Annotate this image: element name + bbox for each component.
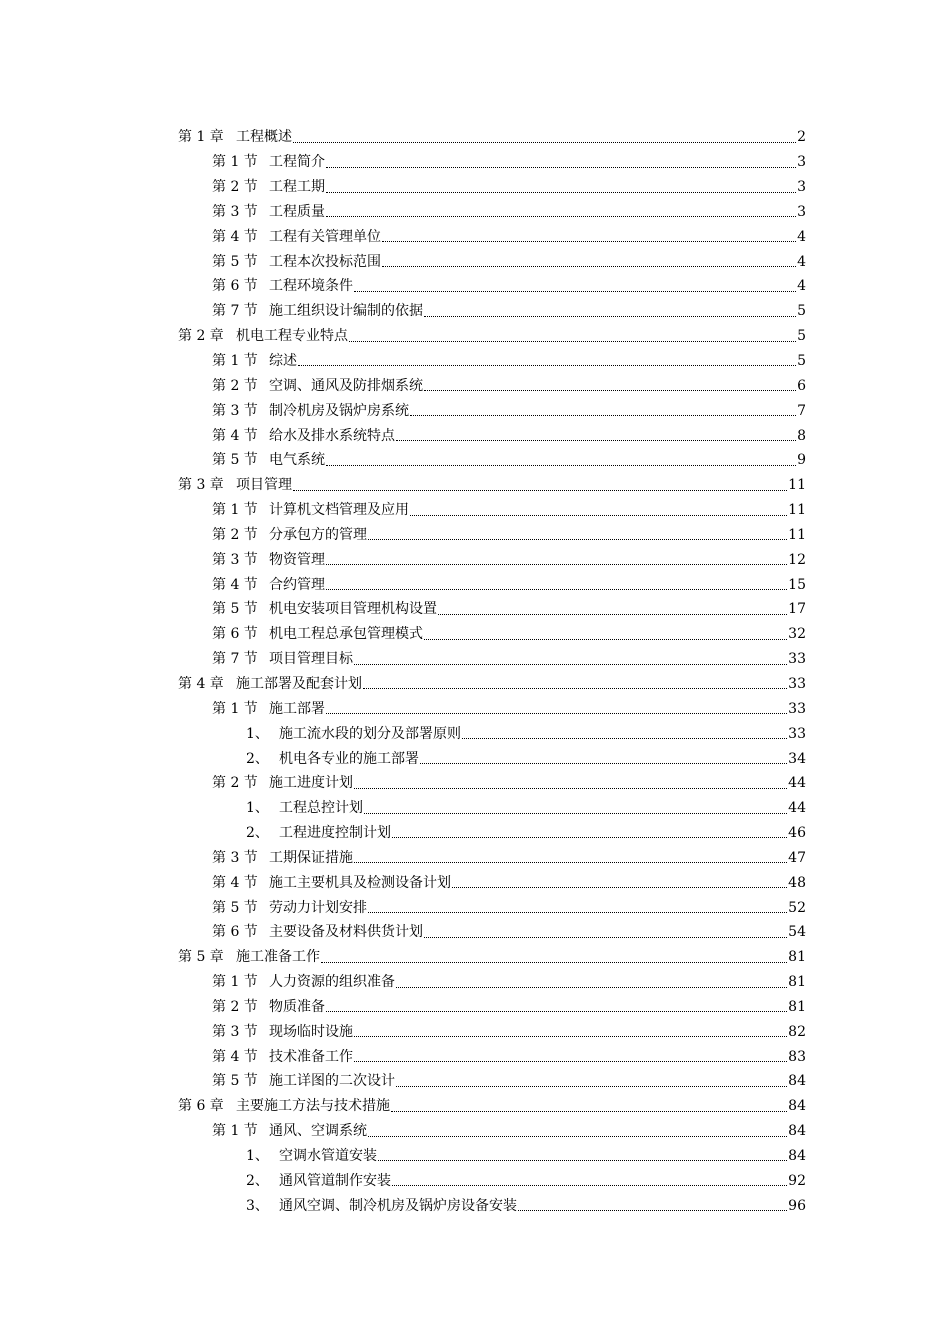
toc-page-number: 34 (788, 750, 806, 767)
toc-entry-number: 第 4 节 (212, 228, 258, 245)
dot-leader (438, 614, 787, 615)
dot-leader (424, 316, 796, 317)
toc-entry-title: 劳动力计划安排 (269, 899, 367, 916)
dot-leader (368, 912, 787, 913)
toc-entry-label (246, 1146, 377, 1166)
toc-entry-number: 第 1 节 (212, 974, 258, 991)
toc-entry-title: 施工部署及配套计划 (236, 675, 362, 692)
toc-entry-title: 机电各专业的施工部署 (279, 750, 419, 767)
toc-section-entry[interactable] (0, 448, 950, 473)
toc-page-number: 5 (797, 353, 806, 370)
toc-entry-number: 第 2 章 (178, 328, 224, 345)
toc-entry-number: 第 1 章 (178, 129, 224, 146)
toc-entry-number: 第 6 节 (212, 626, 258, 643)
toc-entry-number: 第 4 节 (212, 1048, 258, 1065)
toc-entry-number: 第 2 节 (212, 775, 258, 792)
toc-section-entry[interactable] (0, 498, 950, 523)
dot-leader (378, 1160, 787, 1161)
toc-entry-number: 第 4 章 (178, 675, 224, 692)
toc-entry-label (212, 1071, 395, 1091)
toc-entry-label (212, 276, 353, 296)
toc-section-entry[interactable] (0, 175, 950, 200)
toc-section-entry[interactable] (0, 771, 950, 796)
toc-entry-number: 第 4 节 (212, 874, 258, 891)
toc-entry-number: 1、 (246, 1148, 269, 1165)
toc-subsection-entry[interactable] (0, 796, 950, 821)
toc-page-number: 92 (788, 1172, 806, 1189)
dot-leader (420, 763, 787, 764)
toc-section-entry[interactable] (0, 895, 950, 920)
dot-leader (326, 589, 787, 590)
dot-leader (424, 937, 787, 938)
toc-page-number: 17 (788, 601, 806, 618)
toc-entry-title: 现场临时设施 (269, 1023, 353, 1040)
toc-entry-number: 第 1 节 (212, 154, 258, 171)
dot-leader (382, 241, 796, 242)
toc-section-entry[interactable] (0, 249, 950, 274)
toc-entry-label (246, 1196, 517, 1216)
toc-entry-label (212, 177, 325, 197)
toc-subsection-entry[interactable] (0, 746, 950, 771)
toc-entry-number: 第 6 节 (212, 278, 258, 295)
dot-leader (321, 962, 787, 963)
toc-entry-label (212, 450, 325, 470)
toc-entry-label (212, 624, 423, 644)
toc-entry-number: 第 3 节 (212, 402, 258, 419)
toc-section-entry[interactable] (0, 1019, 950, 1044)
toc-entry-label (212, 873, 451, 893)
toc-entry-label (212, 252, 381, 272)
toc-entry-label (246, 823, 391, 843)
toc-entry-title: 工程简介 (269, 154, 325, 171)
toc-entry-label (212, 202, 325, 222)
toc-entry-title: 计算机文档管理及应用 (269, 502, 409, 519)
toc-page-number: 46 (788, 825, 806, 842)
toc-entry-title: 物质准备 (269, 998, 325, 1015)
toc-page-number: 81 (788, 998, 806, 1015)
toc-entry-title: 主要施工方法与技术措施 (236, 1098, 390, 1115)
toc-entry-title: 施工准备工作 (236, 949, 320, 966)
dot-leader (293, 142, 796, 143)
toc-section-entry[interactable] (0, 274, 950, 299)
toc-page-number: 5 (797, 303, 806, 320)
toc-entry-number: 第 3 节 (212, 1023, 258, 1040)
toc-page-number: 11 (788, 526, 806, 543)
toc-page-number: 33 (788, 725, 806, 742)
toc-entry-label (212, 1022, 353, 1042)
toc-entry-number: 第 5 节 (212, 601, 258, 618)
toc-entry-number: 第 5 章 (178, 949, 224, 966)
toc-entry-number: 第 3 章 (178, 477, 224, 494)
toc-entry-number: 第 4 节 (212, 576, 258, 593)
toc-entry-label (178, 674, 362, 694)
toc-section-entry[interactable] (0, 920, 950, 945)
toc-entry-title: 施工部署 (269, 700, 325, 717)
toc-entry-title: 给水及排水系统特点 (269, 427, 395, 444)
toc-entry-title: 机电安装项目管理机构设置 (269, 601, 437, 618)
toc-entry-number: 第 4 节 (212, 427, 258, 444)
dot-leader (396, 987, 787, 988)
toc-entry-label (212, 773, 353, 793)
toc-section-entry[interactable] (0, 373, 950, 398)
toc-entry-number: 2、 (246, 1172, 269, 1189)
toc-section-entry[interactable] (0, 224, 950, 249)
dot-leader (354, 291, 796, 292)
dot-leader (326, 1011, 787, 1012)
toc-section-entry[interactable] (0, 870, 950, 895)
toc-entry-title: 技术准备工作 (269, 1048, 353, 1065)
toc-subsection-entry[interactable] (0, 1193, 950, 1218)
toc-entry-label (212, 898, 367, 918)
toc-section-entry[interactable] (0, 1119, 950, 1144)
toc-entry-label (178, 326, 348, 346)
toc-page-number: 52 (788, 899, 806, 916)
toc-page-number: 81 (788, 974, 806, 991)
toc-entry-number: 第 3 节 (212, 849, 258, 866)
toc-entry-number: 第 2 节 (212, 526, 258, 543)
toc-page-number: 4 (797, 278, 806, 295)
toc-entry-label (212, 227, 381, 247)
dot-leader (293, 490, 787, 491)
toc-entry-number: 第 2 节 (212, 998, 258, 1015)
toc-section-entry[interactable] (0, 1044, 950, 1069)
toc-entry-number: 第 6 节 (212, 924, 258, 941)
toc-entry-label (212, 575, 325, 595)
toc-entry-title: 工程概述 (236, 129, 292, 146)
toc-entry-title: 施工组织设计编制的依据 (269, 303, 423, 320)
dot-leader (396, 440, 796, 441)
toc-entry-number: 第 5 节 (212, 253, 258, 270)
toc-entry-number: 第 7 节 (212, 651, 258, 668)
dot-leader (410, 415, 796, 416)
toc-section-entry[interactable] (0, 845, 950, 870)
toc-entry-number: 1、 (246, 725, 269, 742)
toc-entry-title: 物资管理 (269, 551, 325, 568)
toc-section-entry[interactable] (0, 995, 950, 1020)
toc-page-number: 11 (788, 502, 806, 519)
toc-section-entry[interactable] (0, 597, 950, 622)
dot-leader (368, 1136, 787, 1137)
toc-entry-label (212, 1121, 367, 1141)
toc-section-entry[interactable] (0, 696, 950, 721)
toc-entry-number: 第 2 节 (212, 179, 258, 196)
toc-page-number: 48 (788, 874, 806, 891)
dot-leader (424, 390, 796, 391)
toc-entry-number: 2、 (246, 750, 269, 767)
toc-section-entry[interactable] (0, 622, 950, 647)
toc-page-number: 33 (788, 675, 806, 692)
toc-entry-label (212, 376, 423, 396)
toc-section-entry[interactable] (0, 150, 950, 175)
toc-section-entry[interactable] (0, 349, 950, 374)
dot-leader (391, 1111, 787, 1112)
toc-page-number: 11 (788, 477, 806, 494)
toc-entry-label (212, 848, 353, 868)
toc-entry-number: 2、 (246, 825, 269, 842)
dot-leader (354, 862, 787, 863)
toc-entry-label (212, 550, 325, 570)
toc-entry-number: 第 1 节 (212, 700, 258, 717)
toc-entry-title: 电气系统 (269, 452, 325, 469)
toc-page-number: 12 (788, 551, 806, 568)
toc-section-entry[interactable] (0, 547, 950, 572)
toc-entry-label (178, 127, 292, 147)
toc-chapter-entry[interactable] (0, 324, 950, 349)
toc-entry-title: 项目管理 (236, 477, 292, 494)
dot-leader (382, 266, 796, 267)
toc-entry-number: 第 7 节 (212, 303, 258, 320)
toc-page-number: 3 (797, 154, 806, 171)
dot-leader (424, 639, 787, 640)
toc-entry-label (212, 972, 395, 992)
toc-entry-label (212, 922, 423, 942)
toc-entry-label (246, 724, 461, 744)
dot-leader (396, 1086, 787, 1087)
dot-leader (452, 887, 787, 888)
toc-entry-label (178, 475, 292, 495)
toc-entry-number: 第 1 节 (212, 1123, 258, 1140)
toc-entry-title: 工程有关管理单位 (269, 228, 381, 245)
toc-entry-number: 第 6 章 (178, 1098, 224, 1115)
toc-entry-title: 综述 (269, 353, 297, 370)
toc-entry-number: 1、 (246, 800, 269, 817)
toc-entry-label (212, 500, 409, 520)
toc-entry-label (212, 426, 395, 446)
toc-entry-title: 制冷机房及锅炉房系统 (269, 402, 409, 419)
toc-entry-title: 工程进度控制计划 (279, 825, 391, 842)
toc-entry-label (212, 401, 409, 421)
dot-leader (462, 738, 787, 739)
toc-page-number: 83 (788, 1048, 806, 1065)
toc-page-number: 3 (797, 179, 806, 196)
dot-leader (326, 564, 787, 565)
toc-entry-number: 第 3 节 (212, 551, 258, 568)
toc-entry-title: 施工主要机具及检测设备计划 (269, 874, 451, 891)
toc-entry-title: 施工进度计划 (269, 775, 353, 792)
toc-entry-label (212, 1047, 353, 1067)
toc-chapter-entry[interactable] (0, 1094, 950, 1119)
toc-entry-title: 通风管道制作安装 (279, 1172, 391, 1189)
dot-leader (354, 788, 787, 789)
toc-page-number: 84 (788, 1123, 806, 1140)
toc-entry-label (246, 798, 363, 818)
toc-entry-label (212, 351, 297, 371)
dot-leader (326, 192, 796, 193)
toc-entry-number: 第 5 节 (212, 899, 258, 916)
dot-leader (349, 341, 796, 342)
toc-page-number: 7 (797, 402, 806, 419)
toc-page-number: 6 (797, 377, 806, 394)
toc-section-entry[interactable] (0, 299, 950, 324)
table-of-contents (0, 125, 950, 1218)
toc-entry-title: 分承包方的管理 (269, 526, 367, 543)
toc-page-number: 32 (788, 626, 806, 643)
toc-entry-number: 第 5 节 (212, 1073, 258, 1090)
toc-entry-number: 第 5 节 (212, 452, 258, 469)
dot-leader (354, 664, 787, 665)
toc-entry-title: 工程总控计划 (279, 800, 363, 817)
toc-entry-number: 第 3 节 (212, 203, 258, 220)
toc-entry-number: 第 2 节 (212, 377, 258, 394)
dot-leader (354, 1061, 787, 1062)
toc-entry-title: 工期保证措施 (269, 849, 353, 866)
toc-entry-title: 空调水管道安装 (279, 1148, 377, 1165)
toc-entry-number: 3、 (246, 1197, 269, 1214)
toc-page-number: 84 (788, 1073, 806, 1090)
toc-page-number: 47 (788, 849, 806, 866)
toc-page-number: 15 (788, 576, 806, 593)
toc-entry-title: 工程本次投标范围 (269, 253, 381, 270)
toc-section-entry[interactable] (0, 523, 950, 548)
dot-leader (363, 688, 787, 689)
toc-entry-label (212, 152, 325, 172)
toc-section-entry[interactable] (0, 647, 950, 672)
toc-page-number: 44 (788, 775, 806, 792)
toc-page-number: 84 (788, 1098, 806, 1115)
toc-page-number: 44 (788, 800, 806, 817)
toc-entry-label (212, 599, 437, 619)
toc-page-number: 9 (797, 452, 806, 469)
toc-page-number: 33 (788, 700, 806, 717)
dot-leader (326, 465, 796, 466)
toc-entry-title: 空调、通风及防排烟系统 (269, 377, 423, 394)
toc-section-entry[interactable] (0, 970, 950, 995)
toc-entry-title: 工程工期 (269, 179, 325, 196)
toc-entry-title: 通风空调、制冷机房及锅炉房设备安装 (279, 1197, 517, 1214)
toc-entry-label (246, 1171, 391, 1191)
toc-section-entry[interactable] (0, 1069, 950, 1094)
toc-page-number: 4 (797, 228, 806, 245)
dot-leader (410, 515, 787, 516)
toc-page-number: 3 (797, 203, 806, 220)
toc-page-number: 54 (788, 924, 806, 941)
toc-entry-number: 第 1 节 (212, 502, 258, 519)
toc-subsection-entry[interactable] (0, 1144, 950, 1169)
dot-leader (364, 813, 787, 814)
toc-entry-title: 施工详图的二次设计 (269, 1073, 395, 1090)
toc-page-number: 96 (788, 1197, 806, 1214)
toc-entry-label (178, 947, 320, 967)
toc-page-number: 33 (788, 651, 806, 668)
toc-entry-label (212, 699, 325, 719)
toc-page-number: 2 (797, 129, 806, 146)
dot-leader (298, 365, 796, 366)
dot-leader (326, 167, 796, 168)
toc-section-entry[interactable] (0, 572, 950, 597)
toc-entry-title: 机电工程总承包管理模式 (269, 626, 423, 643)
toc-entry-title: 人力资源的组织准备 (269, 974, 395, 991)
toc-entry-title: 施工流水段的划分及部署原则 (279, 725, 461, 742)
toc-entry-title: 项目管理目标 (269, 651, 353, 668)
dot-leader (392, 837, 787, 838)
toc-section-entry[interactable] (0, 200, 950, 225)
toc-chapter-entry[interactable] (0, 473, 950, 498)
toc-entry-title: 工程质量 (269, 203, 325, 220)
toc-entry-title: 工程环境条件 (269, 278, 353, 295)
toc-section-entry[interactable] (0, 423, 950, 448)
toc-page-number: 84 (788, 1148, 806, 1165)
toc-entry-number: 第 1 节 (212, 353, 258, 370)
toc-page-number: 4 (797, 253, 806, 270)
toc-page-number: 5 (797, 328, 806, 345)
toc-entry-label (246, 749, 419, 769)
toc-chapter-entry[interactable] (0, 945, 950, 970)
toc-entry-label (212, 525, 367, 545)
toc-entry-title: 通风、空调系统 (269, 1123, 367, 1140)
toc-subsection-entry[interactable] (0, 1168, 950, 1193)
dot-leader (354, 1036, 787, 1037)
toc-entry-label (212, 997, 325, 1017)
toc-entry-title: 主要设备及材料供货计划 (269, 924, 423, 941)
dot-leader (518, 1210, 787, 1211)
toc-entry-title: 机电工程专业特点 (236, 328, 348, 345)
dot-leader (368, 539, 787, 540)
toc-entry-label (212, 649, 353, 669)
toc-section-entry[interactable] (0, 398, 950, 423)
dot-leader (392, 1185, 787, 1186)
toc-entry-label (212, 301, 423, 321)
toc-subsection-entry[interactable] (0, 721, 950, 746)
toc-page-number: 81 (788, 949, 806, 966)
toc-chapter-entry[interactable] (0, 672, 950, 697)
toc-subsection-entry[interactable] (0, 821, 950, 846)
toc-entry-label (178, 1096, 390, 1116)
toc-page-number: 82 (788, 1023, 806, 1040)
toc-entry-title: 合约管理 (269, 576, 325, 593)
dot-leader (326, 216, 796, 217)
toc-page-number: 8 (797, 427, 806, 444)
toc-chapter-entry[interactable] (0, 125, 950, 150)
dot-leader (326, 713, 787, 714)
